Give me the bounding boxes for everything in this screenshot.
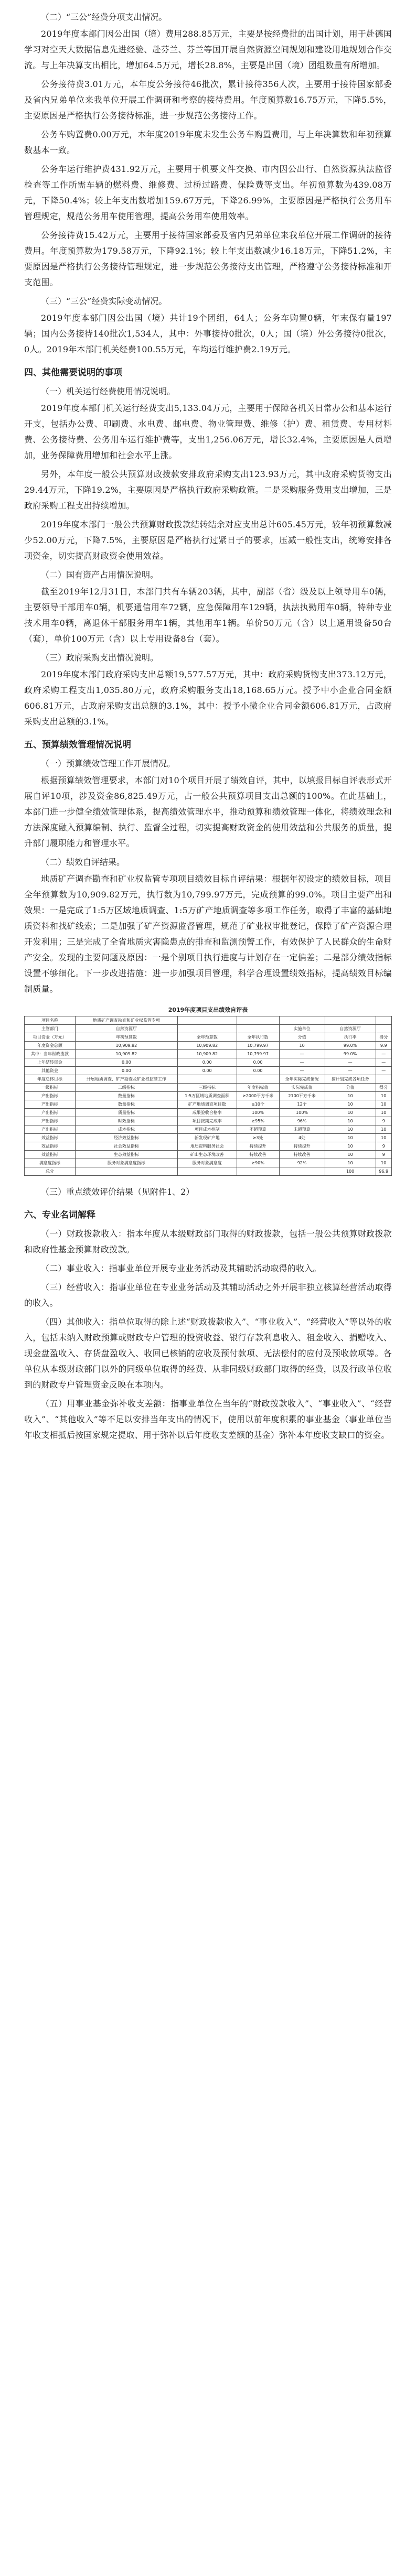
table-cell: 其他资金 bbox=[25, 1067, 76, 1075]
table-cell: 产出指标 bbox=[25, 1109, 76, 1117]
table-cell bbox=[279, 1016, 325, 1025]
subheading-three-public-items: （二）“三公”经费分项支出情况。 bbox=[41, 12, 167, 22]
term-definition: （四）其他收入：指单位取得的除上述“财政拨款收入”、“事业收入”、“经营收入”等以外的收入，包括未纳入财政预算或财政专户管理的投资收益、银行存款利息收入、租金收入、捐赠收入、现金盘盈收入、存货盘盈收入、收回已核销的应收及预付款项、无法偿付的应付及预收款项等。各单位从本级财政部门以外的同级单位取得的经费、从非同级财政部门取得的经费，以及行政单位收到的财政专户管理资金反映在本项内。 bbox=[24, 1317, 392, 1390]
table-row bbox=[25, 1117, 392, 1125]
table-cell bbox=[237, 1016, 279, 1025]
subheading-performance-work: （一）预算绩效管理工作开展情况。 bbox=[41, 759, 176, 769]
table-cell: 满意度指标 bbox=[25, 1159, 76, 1167]
table-cell: 持续改善 bbox=[237, 1151, 279, 1159]
table-row bbox=[25, 1092, 392, 1100]
table-cell: 10 bbox=[325, 1159, 376, 1167]
table-cell: 得分 bbox=[376, 1084, 391, 1092]
paragraph: 2019年度本部门因公出国（境）费用288.85万元，主要是按经费批的出国计划，用于赴德国学习对空天大数据信息先进经验、赴芬兰、芬兰等国开展自然资源空间规划和建设用地规划合作交流。与上年决算支出相比，增加64.5万元，增长28.8%，主要是出国（境）团组数量有所增加。 bbox=[24, 29, 392, 70]
table-row bbox=[25, 1058, 392, 1067]
table-cell: 100% bbox=[237, 1109, 279, 1117]
table-cell bbox=[177, 1016, 237, 1025]
table-cell: 10,799.97 bbox=[237, 1042, 279, 1050]
table-cell: 9 bbox=[376, 1142, 391, 1151]
paragraph: 根据预算绩效管理要求，本部门对10个项目开展了绩效自评，其中，以填报目标自评表形式开展自评10项，涉及资金86,825.49万元，占一般公共预算项目支出总额的100%。在此基础上，本部门进一步健全绩效管理体系，提高绩效管理水平，推动预算和绩效管理一体化，将绩效理念和方法深度融入预算编制、执行、监督全过程，切实提高财政资金的使用效益和公共服务的质量，提升部门履职能力和管理水平。 bbox=[24, 775, 392, 848]
table-cell: 年度总体目标 bbox=[25, 1075, 76, 1084]
table-cell bbox=[325, 1016, 376, 1025]
paragraph: 截至2019年12月31日，本部门共有车辆203辆，其中，副部（省）级及以上领导用车0辆，主要领导干部用车0辆，机要通信用车72辆，应急保障用车129辆，执法执勤用车0辆，特种专业技术用车0辆，离退休干部服务用车1辆，其他用车1辆。单价50万元（含）以上通用设备50台（套），单价100万元（含）以上专用设备8台（套）。 bbox=[24, 587, 392, 644]
section-heading-performance: 五、预算绩效管理情况说明 bbox=[24, 740, 131, 750]
table-cell: ≥2000平方千米 bbox=[237, 1092, 279, 1100]
table-cell: 10,909.82 bbox=[177, 1050, 237, 1058]
table-cell: 10 bbox=[376, 1125, 391, 1134]
table-cell: 矿产地质调查项目数 bbox=[177, 1100, 237, 1109]
table-cell: ≥95% bbox=[237, 1117, 279, 1125]
term-definition: （一）财政拨款收入：指本年度从本级财政部门取得的财政拨款，包括一般公共预算财政拨款和政府性基金预算财政拨款。 bbox=[24, 1229, 392, 1254]
table-cell: 全年实际完成情况 bbox=[279, 1075, 325, 1084]
table-cell: — bbox=[376, 1067, 391, 1075]
table-cell: 持续改善 bbox=[279, 1151, 325, 1159]
table-cell: 10 bbox=[376, 1109, 391, 1117]
table-cell: 0.00 bbox=[75, 1067, 177, 1075]
table-cell: 产出指标 bbox=[25, 1100, 76, 1109]
table-cell: 10,799.97 bbox=[237, 1050, 279, 1058]
table-cell: 10 bbox=[376, 1092, 391, 1100]
paragraph: 2019年度本部门一般公共预算财政拨款结转结余对应支出总计605.45万元，较年初预算数减少52.00万元，下降7.5%，主要原因是严格执行过紧日子的要求，压减一般性支出，统筹安排各项资金，切实提高财政资金使用效益。 bbox=[24, 519, 392, 561]
table-cell: 项目名称 bbox=[25, 1016, 76, 1025]
paragraph: 2019年度本部门政府采购支出总额19,577.57万元，其中：政府采购货物支出373.12万元，政府采购工程支出1,035.80万元，政府采购服务支出18,168.65万元。授予中小企业合同金额606.81万元，占政府采购支出总额的3.1%，其中：授予小微企业合同金额606.81万元，占政府采购支出总额的3.1%。 bbox=[24, 669, 392, 727]
table-row bbox=[25, 1159, 392, 1167]
table-cell: 10 bbox=[376, 1159, 391, 1167]
table-cell: 持续提升 bbox=[279, 1142, 325, 1151]
table-cell: 12个 bbox=[279, 1100, 325, 1109]
table-cell: 持续提升 bbox=[237, 1142, 279, 1151]
table-cell: — bbox=[279, 1050, 325, 1058]
subheading-state-assets: （二）国有资产占用情况说明。 bbox=[41, 570, 159, 580]
table-cell: 10,909.82 bbox=[75, 1050, 177, 1058]
table-cell bbox=[177, 1075, 237, 1084]
table-row bbox=[25, 1134, 392, 1142]
table-cell: 10 bbox=[279, 1042, 325, 1050]
table-cell: 项目成本控制 bbox=[177, 1125, 237, 1134]
table-cell bbox=[376, 1016, 391, 1025]
table-cell: 产出指标 bbox=[25, 1092, 76, 1100]
table-cell: 10 bbox=[325, 1151, 376, 1159]
table-cell: 9 bbox=[376, 1117, 391, 1125]
table-row bbox=[25, 1025, 392, 1033]
table-cell: 效益指标 bbox=[25, 1134, 76, 1142]
table-cell: 实施单位 bbox=[279, 1025, 325, 1033]
table-cell: 项目按期完成率 bbox=[177, 1117, 237, 1125]
subheading-operating-funds: （一）机关运行经费使用情况说明。 bbox=[41, 386, 176, 396]
section-heading-terms: 六、专业名词解释 bbox=[24, 1210, 95, 1220]
table-cell: — bbox=[376, 1050, 391, 1058]
table-cell: 未超预算 bbox=[279, 1125, 325, 1134]
table-row bbox=[25, 1142, 392, 1151]
paragraph: 公务接待费15.42万元，主要用于接待国家部委及省内兄弟单位来我单位开展工作调研的接待费用。年度预算数为179.58万元，下降92.1%；较上年支出数减少16.18万元，下降51.2%，主要原因是严格执行公务接待管理规定，进一步规范公务接待支出管理，严格遵守公务接待标准和开支范围。 bbox=[24, 230, 392, 287]
table-cell: 99.0% bbox=[325, 1042, 376, 1050]
paragraph: 2019年度本部门因公出国（境）共计19个团组，64人；公务车购置0辆，年末保有量197辆；国内公务接待140批次1,534人，其中：外事接待0批次，0人；国（境）外公务接待0批次，0人。2019年本部门机关经费100.55万元，车均运行维护费2.19万元。 bbox=[24, 313, 392, 354]
table-row bbox=[25, 1033, 392, 1042]
table-cell: 年度资金总额 bbox=[25, 1042, 76, 1050]
table-row bbox=[25, 1067, 392, 1075]
table-cell: 执行率 bbox=[325, 1033, 376, 1042]
table-cell: 年初预算数 bbox=[75, 1033, 177, 1042]
table-row bbox=[25, 1100, 392, 1109]
table-title: 2019年度项目支出绩效自评表 bbox=[168, 1006, 248, 1013]
performance-self-evaluation-table bbox=[24, 1016, 392, 1176]
table-cell: 成果验收合格率 bbox=[177, 1109, 237, 1117]
table-cell: 2100平方千米 bbox=[279, 1092, 325, 1100]
subheading-procurement: （三）政府采购支出情况说明。 bbox=[41, 653, 159, 663]
table-cell bbox=[376, 1025, 391, 1033]
table-cell: 10 bbox=[325, 1100, 376, 1109]
table-cell bbox=[177, 1025, 237, 1033]
table-cell: 96% bbox=[279, 1117, 325, 1125]
table-cell: 分值 bbox=[325, 1084, 376, 1092]
table-row bbox=[25, 1109, 392, 1117]
table-cell: 0.00 bbox=[177, 1067, 237, 1075]
table-cell: 服务对象满意度 bbox=[177, 1159, 237, 1167]
table-cell: 生态效益指标 bbox=[75, 1151, 177, 1159]
term-definition: （二）事业收入：指事业单位开展专业业务活动及其辅助活动取得的收入。 bbox=[41, 1263, 322, 1273]
table-cell: 社会效益指标 bbox=[75, 1142, 177, 1151]
table-cell: 92% bbox=[279, 1159, 325, 1167]
table-cell: 96.9 bbox=[376, 1167, 391, 1176]
table-cell: 数量指标 bbox=[75, 1100, 177, 1109]
table-cell: 不超预算 bbox=[237, 1125, 279, 1134]
table-row bbox=[25, 1125, 392, 1134]
table-cell: 99.0% bbox=[325, 1050, 376, 1058]
table-cell: — bbox=[279, 1058, 325, 1067]
table-cell bbox=[177, 1167, 237, 1176]
table-cell: 产出指标 bbox=[25, 1125, 76, 1134]
table-cell: 时效指标 bbox=[75, 1117, 177, 1125]
table-cell: 9 bbox=[376, 1151, 391, 1159]
table-cell: 100% bbox=[279, 1109, 325, 1117]
table-cell: — bbox=[376, 1058, 391, 1067]
table-cell: 0.00 bbox=[237, 1067, 279, 1075]
table-cell: 效益指标 bbox=[25, 1142, 76, 1151]
table-cell: 0.00 bbox=[177, 1058, 237, 1067]
table-row bbox=[25, 1167, 392, 1176]
table-row bbox=[25, 1084, 392, 1092]
table-cell: 效益指标 bbox=[25, 1151, 76, 1159]
subheading-key-evaluation: （三）重点绩效评价结果（见附件1、2） bbox=[41, 1187, 195, 1197]
table-cell: 数量指标 bbox=[75, 1092, 177, 1100]
table-cell: 成本指标 bbox=[75, 1125, 177, 1134]
table-cell: 10 bbox=[325, 1117, 376, 1125]
table-cell: 得分 bbox=[376, 1033, 391, 1042]
table-cell: 总分 bbox=[25, 1167, 76, 1176]
section-heading-other-matters: 四、其他需要说明的事项 bbox=[24, 367, 122, 378]
table-cell: 10 bbox=[325, 1134, 376, 1142]
paragraph: 地质矿产调查勘查和矿业权监管专项项目绩效目标自评结果：根据年初设定的绩效目标，项目全年预算数为10,909.82万元，执行数为10,799.97万元，完成预算的99.0%。项目主要产出和效果：一是完成了1:5万区域地质调查、1:5万矿产地质调查等多项工作任务，取得了丰富的基础地质资料和找矿线索；二是加强了矿产资源监督管理，规范了矿业权审批登记，保障了矿产资源合理开发利用；三是完成了全省地质灾害隐患点的排查和监测预警工作，有效保护了人民群众的生命财产安全。发现的主要问题及原因：一是个别项目执行进度与计划存在一定偏差；二是部分绩效指标设置不够细化。下一步改进措施：进一步加强项目管理，科学合理设置绩效指标，提高绩效目标编制质量。 bbox=[24, 874, 392, 994]
table-cell: 按计划完成各项任务 bbox=[325, 1075, 376, 1084]
table-cell: 项目资金（万元） bbox=[25, 1033, 76, 1042]
table-cell: 10 bbox=[376, 1100, 391, 1109]
table-cell: 9.9 bbox=[376, 1042, 391, 1050]
table-cell bbox=[237, 1167, 279, 1176]
table-cell: 年度指标值 bbox=[237, 1084, 279, 1092]
table-cell: 二级指标 bbox=[75, 1084, 177, 1092]
term-definition: （三）经营收入：指事业单位在专业业务活动及其辅助活动之外开展非独立核算经营活动取得的收入。 bbox=[24, 1282, 392, 1308]
table-cell: 经济效益指标 bbox=[75, 1134, 177, 1142]
table-cell: 一级指标 bbox=[25, 1084, 76, 1092]
table-cell: 矿山生态环境改善 bbox=[177, 1151, 237, 1159]
table-cell: ≥90% bbox=[237, 1159, 279, 1167]
paragraph: 公务车购置费0.00万元，本年度2019年度未发生公务车购置费用，与上年决算数和年初预算数基本一致。 bbox=[24, 129, 392, 155]
paragraph: 公务接待费3.01万元，本年度公务接待46批次，累计接待356人次，主要用于接待国家部委及省内兄弟单位来我单位开展工作调研和考察的接待费用。年度预算数16.75万元，下降5.5%，主要原因是严格执行公务接待标准，进一步规范公务接待工作。 bbox=[24, 79, 392, 121]
table-cell bbox=[75, 1167, 177, 1176]
table-cell: 10 bbox=[325, 1142, 376, 1151]
paragraph: 另外，本年度一般公共预算财政拨款安排政府采购支出123.93万元，其中政府采购货物支出29.44万元，下降19.2%，主要原因是严格执行政府采购政策。二是采购服务费用支出增加，三是政府采购工程支出持续增加。 bbox=[24, 469, 392, 511]
table-cell: 地质矿产调查勘查和矿业权监管专项 bbox=[75, 1016, 177, 1025]
table-cell: 10,909.82 bbox=[75, 1042, 177, 1050]
table-cell: 10 bbox=[376, 1134, 391, 1142]
table-row bbox=[25, 1050, 392, 1058]
table-cell: 新发现矿产地 bbox=[177, 1134, 237, 1142]
table-cell: — bbox=[279, 1067, 325, 1075]
table-cell bbox=[237, 1025, 279, 1033]
table-cell: 实际完成值 bbox=[279, 1084, 325, 1092]
table-cell: 全年执行数 bbox=[237, 1033, 279, 1042]
table-cell: 4处 bbox=[279, 1134, 325, 1142]
table-cell: 产出指标 bbox=[25, 1117, 76, 1125]
table-cell: 10 bbox=[325, 1109, 376, 1117]
table-cell: 1:5万区域地质调查面积 bbox=[177, 1092, 237, 1100]
table-cell: 自然资源厅 bbox=[75, 1025, 177, 1033]
table-cell: 0.00 bbox=[75, 1058, 177, 1067]
table-cell: 开展地质调查、矿产勘查及矿业权监管工作 bbox=[75, 1075, 177, 1084]
table-cell: 10,909.82 bbox=[177, 1042, 237, 1050]
table-cell: 主管部门 bbox=[25, 1025, 76, 1033]
table-cell: 其中：当年财政拨款 bbox=[25, 1050, 76, 1058]
table-cell: 分值 bbox=[279, 1033, 325, 1042]
table-cell: ≥3处 bbox=[237, 1134, 279, 1142]
term-definition: （五）用事业基金弥补收支差额：指事业单位在当年的“财政拨款收入”、“事业收入”、“经营收入”、“其他收入”等不足以安排当年支出的情况下，使用以前年度积累的事业基金（事业单位当年收支相抵后按国家规定提取、用于弥补以后年度收支差额的基金）弥补本年度收支缺口的资金。 bbox=[24, 1399, 392, 1440]
table-cell: 100 bbox=[325, 1167, 376, 1176]
table-cell: 三级指标 bbox=[177, 1084, 237, 1092]
table-cell: 质量指标 bbox=[75, 1109, 177, 1117]
table-row bbox=[25, 1042, 392, 1050]
table-cell: 0.00 bbox=[237, 1058, 279, 1067]
table-cell bbox=[279, 1167, 325, 1176]
table-cell: 10 bbox=[325, 1125, 376, 1134]
table-cell: — bbox=[325, 1067, 376, 1075]
table-row bbox=[25, 1075, 392, 1084]
table-row bbox=[25, 1016, 392, 1025]
table-cell bbox=[376, 1075, 391, 1084]
performance-table-block bbox=[24, 1005, 392, 1176]
table-cell: 全年预算数 bbox=[177, 1033, 237, 1042]
subheading-three-public-change: （三）“三公”经费实际变动情况。 bbox=[41, 296, 167, 306]
subheading-self-evaluation: （二）绩效自评结果。 bbox=[41, 857, 125, 867]
table-cell: 地质资料服务社会 bbox=[177, 1142, 237, 1151]
table-cell: 服务对象满意度指标 bbox=[75, 1159, 177, 1167]
table-cell: ≥10个 bbox=[237, 1100, 279, 1109]
table-cell: 上年结转资金 bbox=[25, 1058, 76, 1067]
paragraph: 公务车运行维护费431.92万元，主要用于机要文件交换、市内因公出行、自然资源执法监督检查等工作所需车辆的燃料费、维修费、过桥过路费、保险费等支出。年初预算数为439.08万元，下降50.4%；较上年支出数增加159.67万元，下降26.99%，主要原因是严格执行公务用车管理规定，规范公务用车使用管理，提高公务用车使用效率。 bbox=[24, 164, 392, 221]
table-cell: 10 bbox=[325, 1092, 376, 1100]
table-cell bbox=[237, 1075, 279, 1084]
table-cell: — bbox=[325, 1058, 376, 1067]
table-cell: 自然资源厅 bbox=[325, 1025, 376, 1033]
paragraph: 2019年度本部门机关运行经费支出5,133.04万元，主要用于保障各机关日常办公和基本运行开支，包括办公费、印刷费、水电费、邮电费、物业管理费、维修（护）费、租赁费、专用材料费、公务接待费、公务用车运行维护费等，支出1,256.06万元，增长32.4%，主要原因是人员增加，业务保障费用增加和社会水平上涨。 bbox=[24, 403, 392, 460]
table-row bbox=[25, 1151, 392, 1159]
